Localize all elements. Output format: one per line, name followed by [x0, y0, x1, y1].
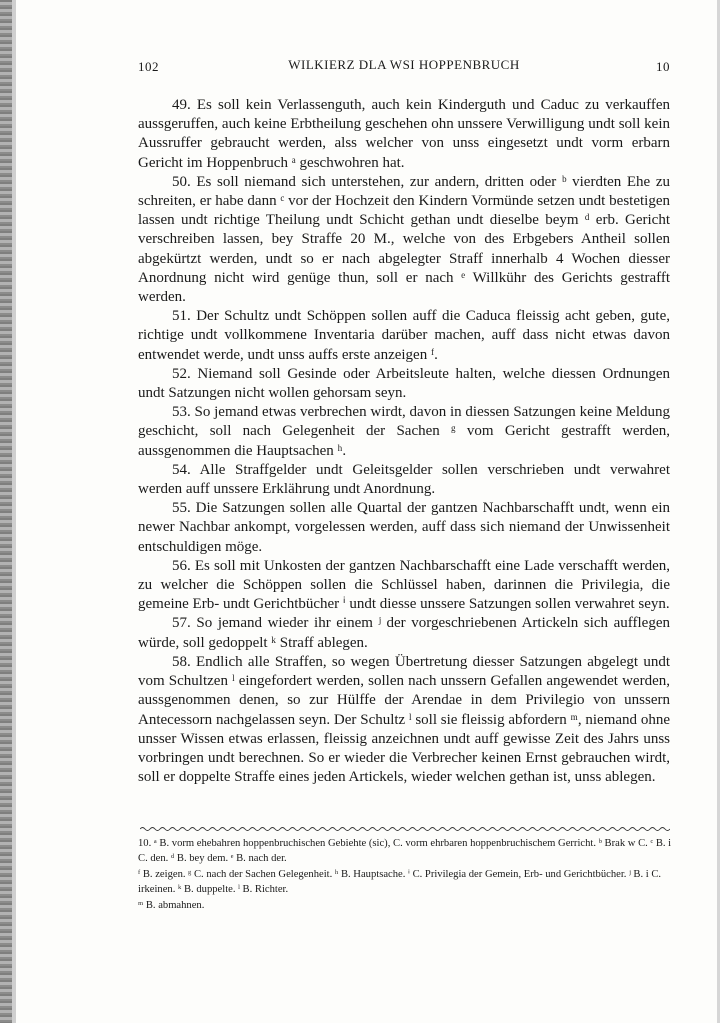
paragraph-58: 58. Endlich alle Straffen, so wegen Übertretung diesser Satzungen abgelegt undt vom Schultzen ˡ eingefordert werden, sollen nach unssern Gefallen angewendet werden, aussgenommen denen, so zur Hülffe der Arendae in dem Privilegio von unssern Antecessorn nachgelassen seyn. Der Schultz ˡ soll sie fleissig abfordern ᵐ, niemand ohne unsser Wissen etwas erlassen, fleissig anzeichnen undt auff gewisse Zeit des Jahrs unss vorbringen undt berechnen. So er wieder die Verbrecher keinen Ernst gebrauchen wirdt, soll er doppelte Straffe eines jeden Artickels, wieder welchen gethan ist, unss ablegen.: [138, 653, 670, 786]
gutter-shadow: [12, 0, 16, 1023]
document-number: 10: [656, 59, 670, 74]
paragraph-50: 50. Es soll niemand sich unterstehen, zur andern, dritten oder ᵇ vierdten Ehe zu schreiten, er habe dann ᶜ vor der Hochzeit den Kindern Vormünde setzen undt bestetigen lassen undt richtige Theilung undt Schicht gethan undt dieselbe beym ᵈ erb. Gericht verschreiben lassen, bey Straffe 20 M., welche von des Erbgebers Antheil sollen abgekürtzt werden, undt so er nach abgelegter Straff innerhalb 4 Wochen diesser Anordnung nicht wird genüge thun, soll er nach ᵉ Willkühr des Gerichts gestrafft werden.: [138, 173, 670, 306]
footnote-line-1: 10. ᵃ B. vorm ehebahren hoppenbruchischen Gebiehte (sic), C. vorm ehrbaren hoppenbruchischem Gerricht. ᵇ Brak w C. ᶜ B. i C. den. ᵈ B. bey dem. ᵉ B. nach der.: [138, 838, 672, 865]
footnote-wavy-rule: [140, 826, 670, 832]
footnote-line-3: ᵐ B. abmahnen.: [138, 899, 205, 911]
paragraph-52: 52. Niemand soll Gesinde oder Arbeitsleute halten, welche diessen Ordnungen undt Satzungen nicht wollen gehorsam seyn.: [138, 365, 670, 402]
paragraph-56: 56. Es soll mit Unkosten der gantzen Nachbarschafft eine Lade verschafft werden, zu welcher die Schöppen sollen die Schlüssel haben, darinnen die Privilegia, die gemeine Erb- undt Gerichtbücher ⁱ undt diesse unssere Satzungen sollen verwahret seyn.: [138, 557, 670, 613]
running-title: WILKIERZ DLA WSI HOPPENBRUCH: [288, 57, 520, 72]
paragraph-57: 57. So jemand wieder ihr einem ʲ der vorgeschriebenen Artickeln sich aufflegen würde, soll gedoppelt ᵏ Straff ablegen.: [138, 615, 670, 651]
page-number: 102: [138, 59, 159, 74]
paragraph-54: 54. Alle Straffgelder undt Geleitsgelder sollen verschrieben undt verwahret werden auff unssere Erklährung undt Anordnung.: [138, 461, 670, 498]
paragraph-53: 53. So jemand etwas verbrechen wirdt, davon in diessen Satzungen keine Meldung geschicht, soll nach Gelegenheit der Sachen ᵍ vom Gericht gestrafft werden, aussgenommen die Hauptsachen ʰ.: [138, 404, 670, 459]
paragraph-49: 49. Es soll kein Verlassenguth, auch kein Kinderguth und Caduc zu verkauffen aussgeruffen, auch keine Erbtheilung geschehen ohn unssere Verwilligung undt soll kein Aussruffer gebraucht werden, alss welcher von unss eingesetzt undt vorm erbarn Gericht im Hoppenbruch ᵃ geschwohren hat.: [138, 97, 670, 171]
book-binding-edge: [0, 0, 12, 1023]
footnote-line-2: ᶠ B. zeigen. ᵍ C. nach der Sachen Gelegenheit. ʰ B. Hauptsache. ⁱ C. Privilegia der Gemein, Erb- und Gerichtbücher. ʲ B. i C. irkeinen. ᵏ B. duppelte. ˡ B. Richter.: [138, 868, 662, 896]
main-text: [138, 96, 670, 787]
paragraph-55: 55. Die Satzungen sollen alle Quartal der gantzen Nachbarschafft undt, wenn ein newer Nachbar ankompt, vorgelessen werden, auff dass sich niemand der Unwissenheit entschuldigen möge.: [138, 500, 670, 555]
paragraph-51: 51. Der Schultz undt Schöppen sollen auff die Caduca fleissig acht geben, gute, richtige undt vollkommene Inventaria darüber machen, auff dass nicht etwas davon entwendet werde, undt unss auffs erste anzeigen ᶠ.: [138, 308, 670, 363]
running-header: [138, 57, 670, 79]
footnotes: [138, 836, 676, 913]
